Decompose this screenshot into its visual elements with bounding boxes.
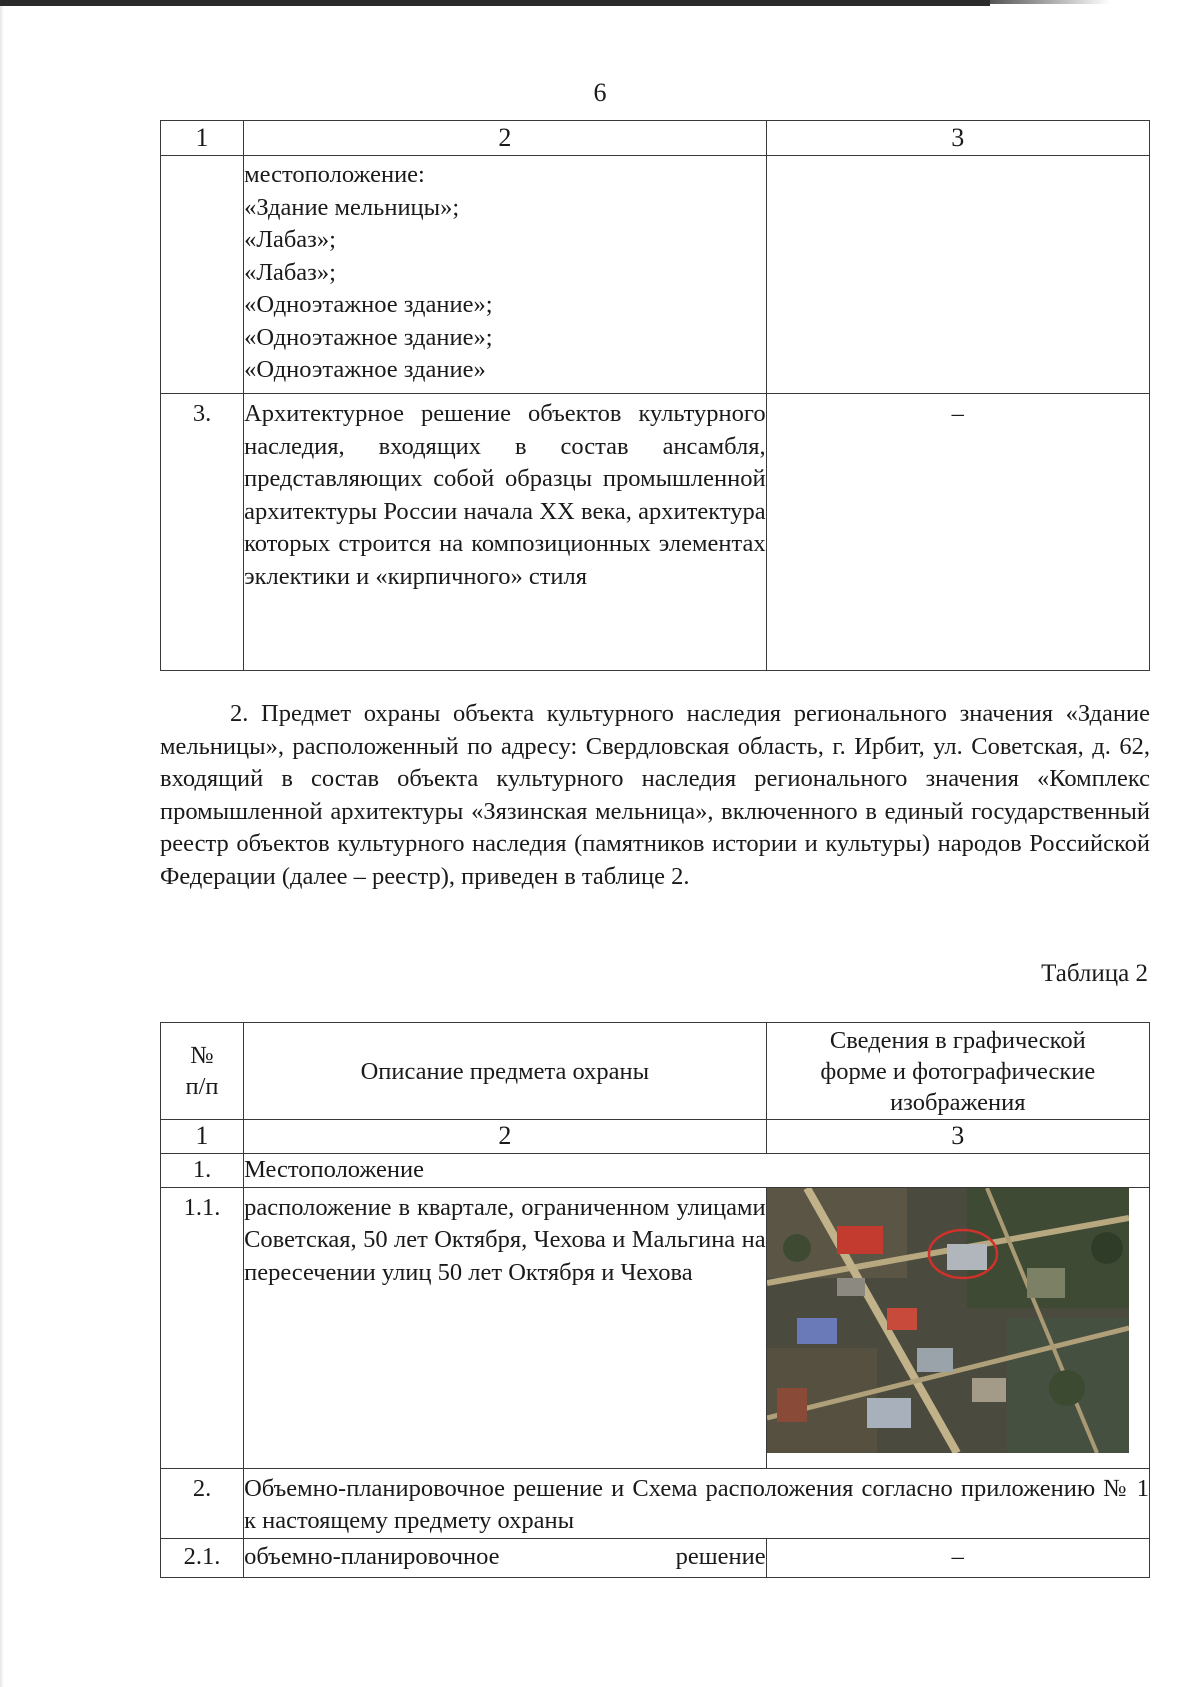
scan-top-edge-fade — [990, 0, 1110, 4]
satellite-map-image — [767, 1188, 1129, 1453]
header-number-cell — [161, 1023, 244, 1120]
index-cell: 3 — [766, 1120, 1149, 1154]
header-line: изображения — [890, 1088, 1026, 1116]
header-cell: 2 — [244, 121, 767, 156]
list-line: «Лабаз»; — [244, 258, 336, 286]
graphic-cell: – — [766, 394, 1149, 671]
table-row — [161, 1538, 1150, 1577]
header-line: Сведения в графической — [829, 1026, 1086, 1054]
header-line: форме и фотографические — [820, 1057, 1096, 1085]
list-line: «Одноэтажное здание» — [244, 356, 486, 383]
list-line: местоположение: — [244, 161, 425, 188]
header-description-cell: Описание предмета охраны — [244, 1023, 767, 1120]
table-header-row — [161, 1023, 1150, 1120]
page-number: 6 — [593, 78, 607, 107]
table-caption: Таблица 2 — [1041, 960, 1148, 987]
header-line: № — [190, 1042, 214, 1069]
table-row — [161, 1468, 1150, 1538]
index-cell: 1 — [161, 1120, 244, 1154]
body-paragraph: 2. Предмет охраны объекта культурного наследия регионального значения «Здание мельницы», расположенный по адресу: Свердловская область, г. Ирбит, ул. Советская, д. 62, входящий в состав объекта культурного наследия регионального значения «Комплекс промышленной архитектуры «Зязинская мельница», включенного в единый государственный реестр объектов культурного наследия (памятников истории и культуры) народов Российской Федерации (далее – реестр), приведен в таблице 2. — [160, 700, 1150, 890]
table-row — [161, 156, 1150, 394]
row-number: 3. — [161, 394, 244, 671]
column-index-row — [161, 1120, 1150, 1154]
protection-subject-table — [160, 1022, 1150, 1578]
row-number: 1. — [161, 1153, 244, 1187]
description-cell: Объемно-планировочное решение и Схема расположения согласно приложению № 1 к настоящему предмету охраны — [244, 1468, 1150, 1538]
row-number: 2.1. — [161, 1538, 244, 1577]
graphic-cell — [766, 156, 1149, 394]
header-cell: 1 — [161, 121, 244, 156]
row-number: 2. — [161, 1468, 244, 1538]
scan-top-edge — [0, 0, 990, 6]
scan-edge-shadow — [0, 0, 4, 1687]
row-number: 1.1. — [161, 1187, 244, 1468]
map-cell — [766, 1187, 1149, 1468]
continued-table — [160, 120, 1150, 671]
description-cell: расположение в квартале, ограниченном улицами Советская, 50 лет Октября, Чехова и Мальгина на пересечении улиц 50 лет Октября и Чехова — [244, 1187, 767, 1468]
table-row — [161, 1153, 1150, 1187]
list-line: «Здание мельницы»; — [244, 193, 460, 221]
table-header-row — [161, 121, 1150, 156]
table-row — [161, 394, 1150, 671]
header-graphic-cell — [766, 1023, 1149, 1120]
location-list — [244, 156, 767, 394]
graphic-cell: – — [766, 1538, 1149, 1577]
section-title-cell: Местоположение — [244, 1153, 1150, 1187]
header-line: п/п — [185, 1073, 219, 1100]
description-cell: объемно-планировочное решение — [244, 1538, 767, 1577]
row-number — [161, 156, 244, 394]
list-line: «Одноэтажное здание»; — [244, 323, 493, 351]
list-line: «Одноэтажное здание»; — [244, 291, 493, 318]
header-cell: 3 — [766, 121, 1149, 156]
index-cell: 2 — [244, 1120, 767, 1154]
list-line: «Лабаз»; — [244, 226, 336, 253]
description-cell: Архитектурное решение объектов культурного наследия, входящих в состав ансамбля, представляющих собой образцы промышленной архитектуры России начала XX века, архитектура которых строится на композиционных элементах эклектики и «кирпичного» стиля — [244, 394, 767, 671]
table-row — [161, 1187, 1150, 1468]
